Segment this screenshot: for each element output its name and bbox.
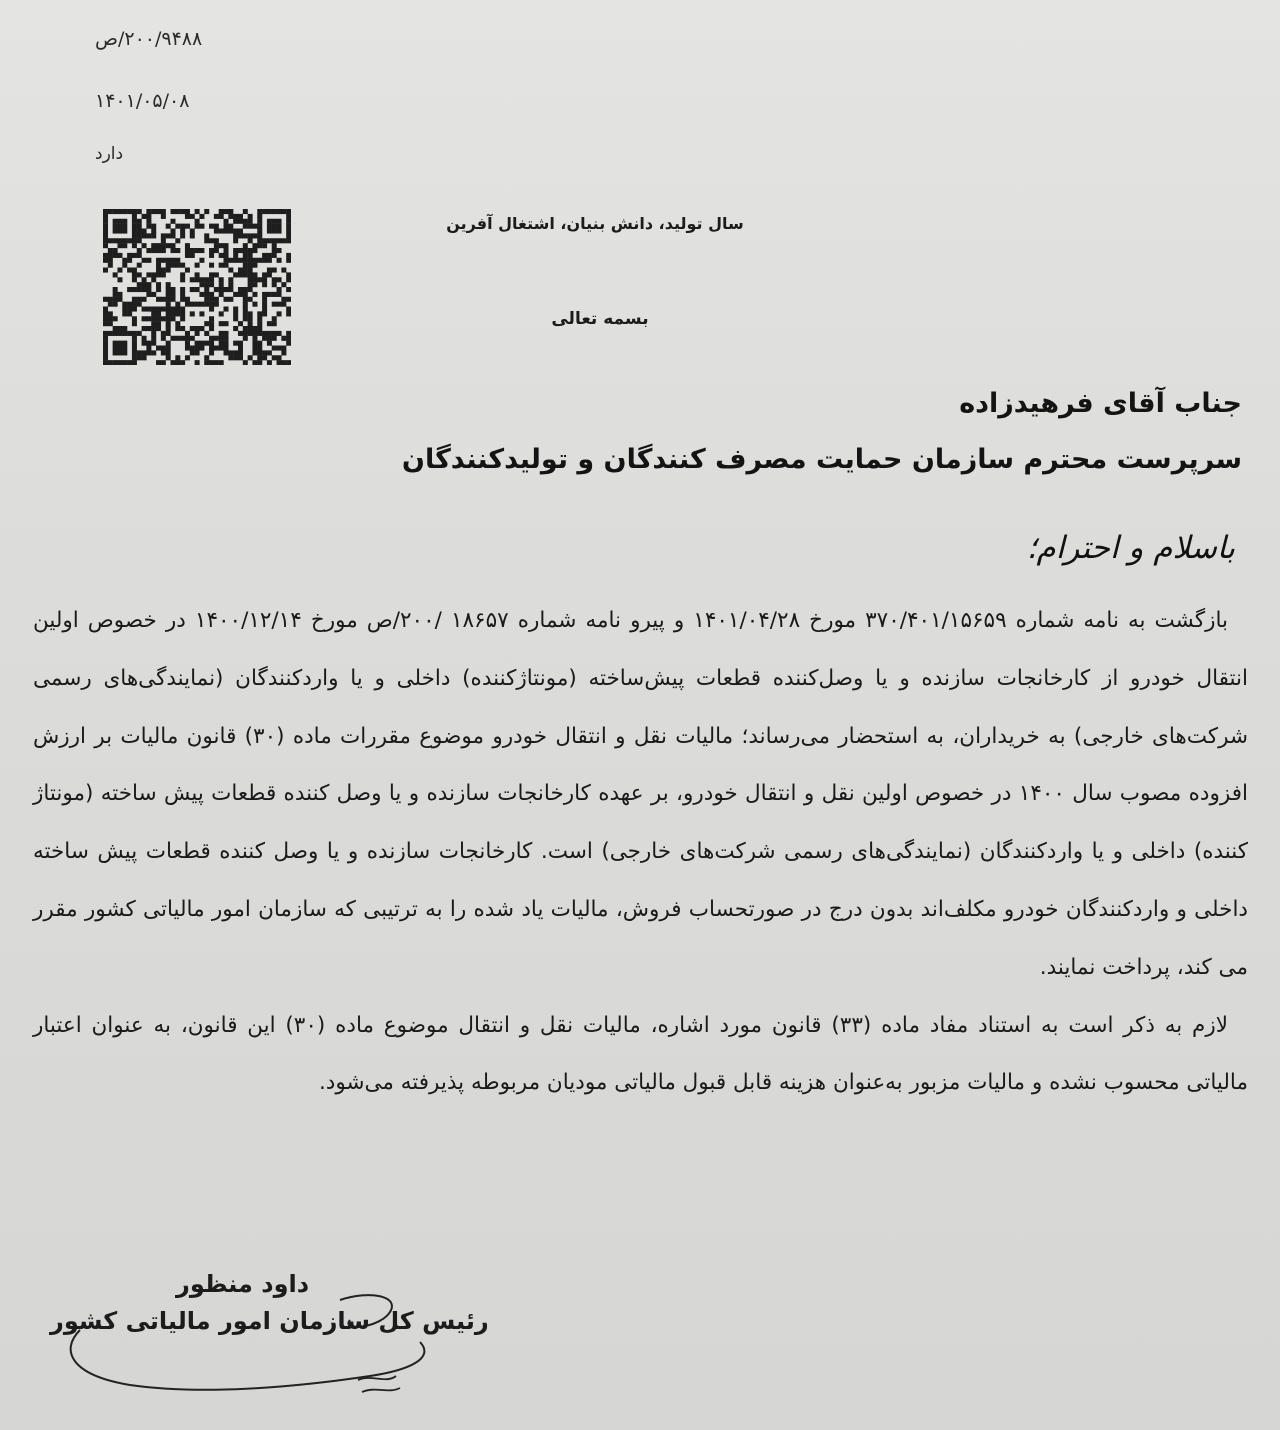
letter-body	[33, 592, 1248, 1112]
letter-number: ۲۰۰/۹۴۸۸/ص	[95, 28, 203, 50]
year-slogan: سال تولید، دانش بنیان، اشتغال آفرین	[446, 214, 744, 233]
signatory-name: داود منظور	[176, 1270, 310, 1298]
attachment-status: دارد	[95, 144, 124, 164]
signatory-title: رئیس کل سازمان امور مالیاتی کشور	[50, 1307, 489, 1335]
letter-date: ۱۴۰۱/۰۵/۰۸	[95, 90, 190, 112]
recipient-name: جناب آقای فرهیدزاده	[959, 388, 1242, 419]
handwritten-signature	[40, 1280, 460, 1400]
invocation: بسمه تعالی	[551, 309, 649, 329]
greeting: باسلام و احترام؛	[1026, 530, 1235, 566]
body-paragraph-2: لازم به ذکر است به استناد مفاد ماده (۳۳) قانون مورد اشاره، مالیات نقل و انتقال موضوع ماده (۳۰) این قانون، به عنوان اعتبار مالیاتی محسوب نشده و مالیات مزبور به‌عنوان هزینه قابل قبول مالیاتی مودیان مربوطه پذیرفته می‌شود.	[33, 1012, 1248, 1096]
body-paragraph-1: بازگشت به نامه شماره ۳۷۰/۴۰۱/۱۵۶۵۹ مورخ ۱۴۰۱/۰۴/۲۸ و پیرو نامه شماره ۱۸۶۵۷ /۲۰۰/ص مورخ ۱۴۰۰/۱۲/۱۴ در خصوص اولین انتقال خودرو از کارخانجات سازنده و یا وصل‌کننده قطعات پیش‌ساخته (مونتاژکننده) داخلی و یا واردکنندگان (نمایندگی‌های رسمی شرکت‌های خارجی) به خریداران، به استحضار می‌رساند؛ مالیات نقل و انتقال خودرو موضوع مقررات ماده (۳۰) قانون مالیات بر ارزش افزوده مصوب سال ۱۴۰۰ در خصوص اولین نقل و انتقال خودرو، بر عهده کارخانجات سازنده و یا وصل کننده قطعات پیش ساخته (مونتاژ کننده) داخلی و یا واردکنندگان (نمایندگی‌های رسمی شرکت‌های خارجی) است. کارخانجات سازنده و یا وصل کننده قطعات پیش ساخته داخلی و واردکنندگان خودرو مکلف‌اند بدون درج در صورتحساب فروش، مالیات یاد شده را به ترتیبی که سازمان امور مالیاتی کشور مقرر می کند، پرداخت نمایند.	[33, 608, 1248, 980]
recipient-title: سرپرست محترم سازمان حمایت مصرف کنندگان و تولیدکنندگان	[401, 444, 1242, 475]
qr-code	[103, 209, 291, 365]
